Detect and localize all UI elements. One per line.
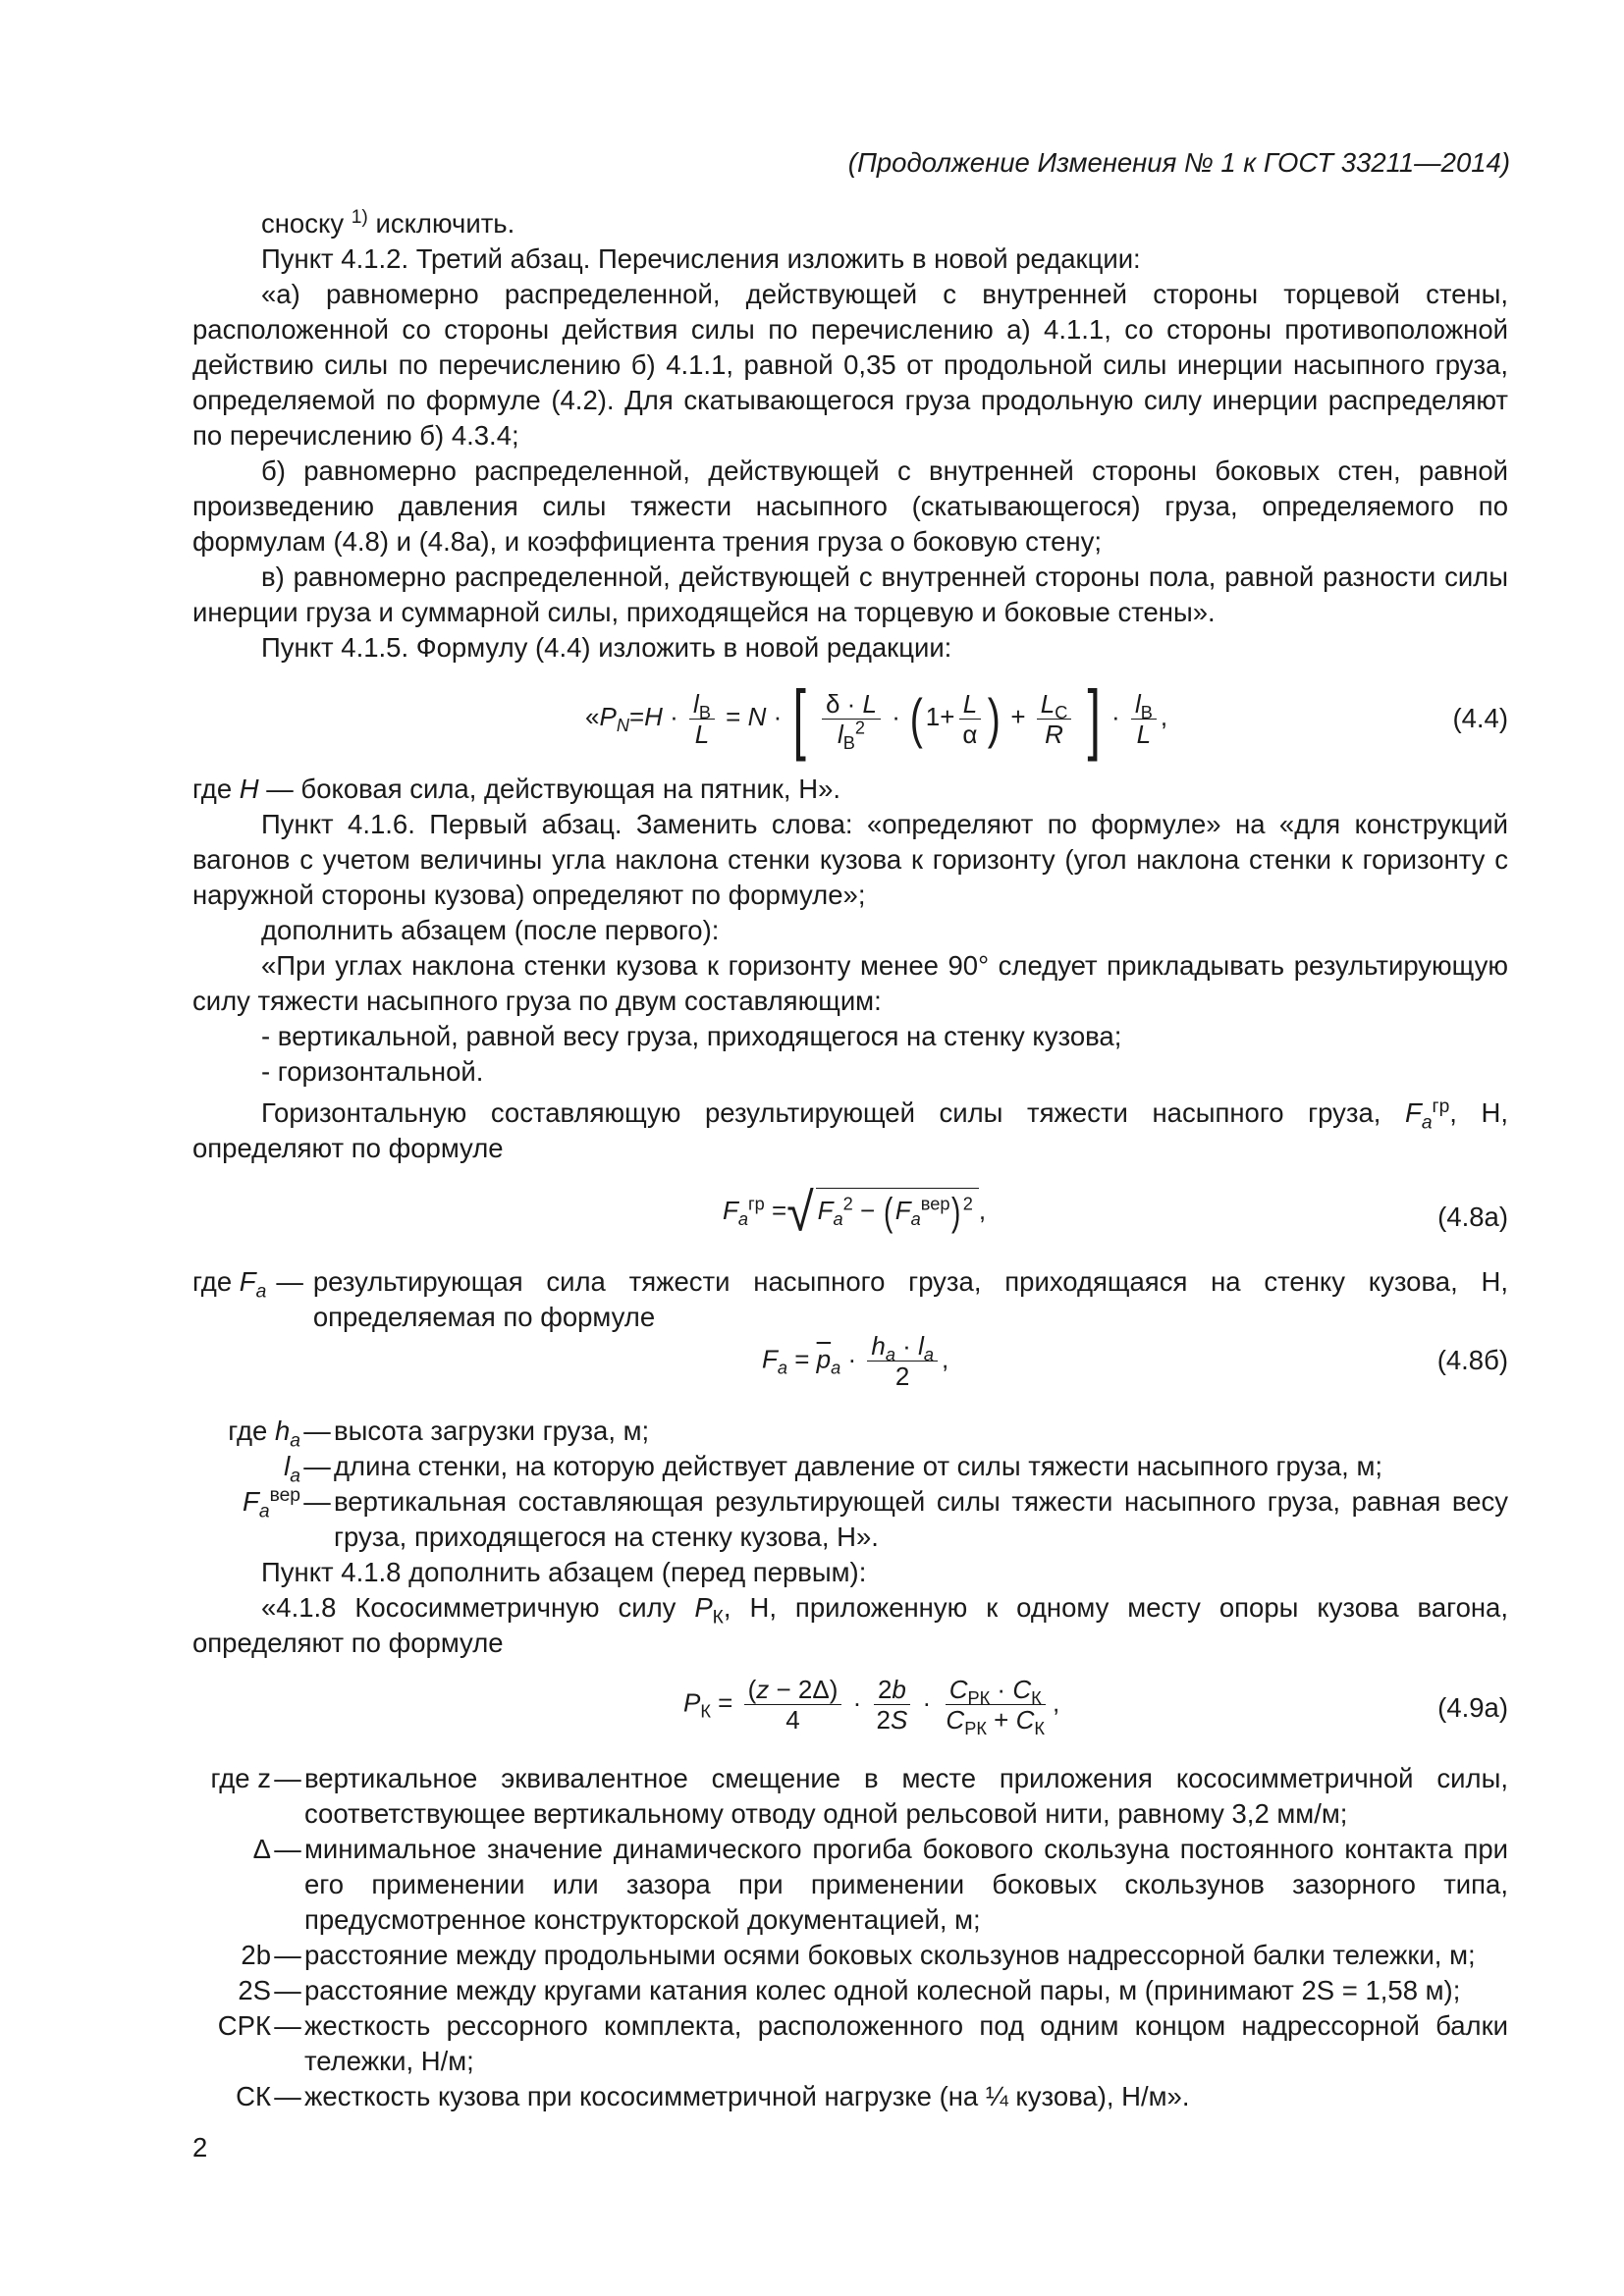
where-symbol: CРК xyxy=(217,2010,271,2041)
equation-number: (4.4) xyxy=(1452,703,1508,733)
paragraph: в) равномерно распределенной, действующей с внутренней стороны пола, равной разности силы инерции груза и суммарной силы, приходящейся на торцевую и боковые стены». xyxy=(192,561,1508,627)
paragraph: дополнить абзацем (после первого): xyxy=(261,915,720,945)
where-description: расстояние между продольными осями боковых скользунов надрессорной балки тележки, м; xyxy=(304,1940,1476,1970)
where-symbol: 2b xyxy=(241,1940,271,1970)
paragraph: «4.1.8 Кососимметричную силу $P_К$, Н, приложенную к одному месту опоры кузова вагона, определяют по формуле xyxy=(192,1592,1508,1658)
paragraph: - вертикальной, равной весу груза, приходящегося на стенку кузова; xyxy=(261,1021,1122,1051)
paragraph: Пункт 4.1.8 дополнить абзацем (перед первым): xyxy=(261,1557,867,1587)
formula-4-9a-expression: $P_К$ = $\frac{(z - 2\Delta)}{4}$ · $\frac{2b}{2S}$ · $\frac{C_{РК} \cdot C_К}{C_{РК} + C_К}$ , xyxy=(683,1675,1060,1739)
equation-number: (4.9а) xyxy=(1437,1692,1508,1723)
formula-4-4 xyxy=(192,673,1508,764)
where-description: высота загрузки груза, м; xyxy=(334,1415,650,1446)
page-header: (Продолжение Изменения № 1 к ГОСТ 33211—2014) xyxy=(847,147,1510,178)
where-clause: где $F_a$ — результирующая сила тяжести насыпного груза, приходящаяся на стенку кузова, Н, определяемая по формуле xyxy=(192,1264,1508,1335)
where-symbol: где z xyxy=(210,1763,271,1793)
where-symbol: $F_a^{вер}$ xyxy=(243,1484,300,1522)
equation-number: (4.8а) xyxy=(1437,1201,1508,1232)
formula-4-8b xyxy=(192,1329,1508,1406)
where-description: вертикальное эквивалентное смещение в месте приложения кососимметричной силы, соответствующее вертикальному отводу одной рельсовой нити, равному 3,2 мм/м; xyxy=(304,1763,1508,1829)
formula-4-8a xyxy=(192,1174,1508,1256)
paragraph: Пункт 4.1.5. Формулу (4.4) изложить в новой редакции: xyxy=(261,632,952,663)
where-symbol: где $h_a$ xyxy=(228,1415,300,1452)
where-symbol: Δ xyxy=(252,1834,271,1864)
where-symbol: 2S xyxy=(238,1975,271,2005)
where-list: где $h_a$ — высота загрузки груза, м; $l_a$ — длина стенки, на которую действует давление от силы тяжести насыпного груза, м; $F_a^{вер}$ — вертикальная составляющая результирующей силы тяжести насыпного груза, равная весу груза, приходящегося на стенку кузова, Н». xyxy=(192,1414,1508,1555)
formula-4-4-expression: «$P_N=H$ · $\frac{l_В}{L}$ = N · [ $\frac{\delta \cdot L}{l_В^2}$ · ( 1+ $\frac{L}{\alpha}$ ) + $\frac{L_C}{R}$ ] · $\frac{l_В}{L}$ , xyxy=(585,674,1168,762)
paragraph: б) равномерно распределенной, действующей с внутренней стороны боковых стен, равной произведению давления силы тяжести насыпного (скатывающегося) груза, определяемого по формулам (4.8) и (4.8а), и коэффициента трения груза о боковую стену; xyxy=(192,455,1508,557)
where-symbol: $l_a$ xyxy=(284,1451,300,1487)
paragraph: - горизонтальной. xyxy=(261,1056,484,1087)
where-description: длина стенки, на которую действует давление от силы тяжести насыпного груза, м; xyxy=(334,1451,1382,1481)
paragraph: Пункт 4.1.2. Третий абзац. Перечисления изложить в новой редакции: xyxy=(261,243,1141,274)
where-description: жесткость кузова при кососимметричной нагрузке (на ¼ кузова), Н/м». xyxy=(304,2081,1190,2111)
formula-4-8b-expression: $F_a = \overline{p}_a$ · $\frac{h_a \cdot l_a}{2}$ , xyxy=(762,1331,949,1391)
paragraph: сноску $^{1)}$ исключить. xyxy=(261,206,515,239)
page-number: 2 xyxy=(192,2132,208,2163)
where-description: результирующая сила тяжести насыпного груза, приходящаяся на стенку кузова, Н, определяемая по формуле xyxy=(312,1266,1508,1332)
equation-number: (4.8б) xyxy=(1436,1345,1508,1375)
where-description: вертикальная составляющая результирующей силы тяжести насыпного груза, равная весу груза, приходящегося на стенку кузова, Н». xyxy=(334,1486,1508,1552)
paragraph: где H — боковая сила, действующая на пятник, Н». xyxy=(192,774,841,804)
where-description: расстояние между кругами катания колес одной колесной пары, м (принимают 2S = 1,58 м); xyxy=(304,1975,1461,2005)
document-body xyxy=(192,206,1508,2114)
where-list: где z — вертикальное эквивалентное смещение в месте приложения кососимметричной силы, соответствующее вертикальному отводу одной рельсовой нити, равному 3,2 мм/м; Δ — минимальное значение динамического прогиба бокового скользуна постоянного контакта при его применении или зазора при применении боковых скользунов зазорного типа, предусмотренное конструкторской документацией, м; 2b — расстояние между продольными осями боковых скользунов надрессорной балки тележки, м; 2S — расстояние между кругами катания колес одной колесной пары, м (принимают 2S = 1,58 м); CРК — жесткость рессорного комплекта, расположенного под одним концом надрессорной балки тележки, Н/м; CК — жесткость кузова при кососимметричной нагрузке (на ¼ кузова), Н/м». xyxy=(192,1761,1508,2114)
where-symbol: где $F_a$ xyxy=(192,1266,267,1303)
formula-4-8a-expression: $F_a^{гр}$ =√ $F_a^2 - (F_a^{вер})$ $^2$ , xyxy=(723,1182,987,1243)
where-description: жесткость рессорного комплекта, расположенного под одним концом надрессорной балки тележки, Н/м; xyxy=(304,2010,1508,2076)
paragraph: «а) равномерно распределенной, действующей с внутренней стороны торцевой стены, расположенной со стороны действия силы по перечислению а) 4.1.1, со стороны противоположной действию силы по перечислению б) 4.1.1, равной 0,35 от продольной силы инерции насыпного груза, определяемой по формуле (4.2). Для скатывающегося груза продольную силу инерции распределяют по перечислению б) 4.3.4; xyxy=(192,279,1508,451)
paragraph: «При углах наклона стенки кузова к горизонту менее 90° следует прикладывать результирующую силу тяжести насыпного груза по двум составляющим: xyxy=(192,950,1508,1016)
paragraph: Пункт 4.1.6. Первый абзац. Заменить слова: «определяют по формуле» на «для конструкций вагонов с учетом величины угла наклона стенки кузова к горизонту (угол наклона стенки к горизонту с наружной стороны кузова) определяют по формуле»; xyxy=(192,809,1508,910)
where-description: минимальное значение динамического прогиба бокового скользуна постоянного контакта при его применении или зазора при применении боковых скользунов зазорного типа, предусмотренное конструкторской документацией, м; xyxy=(304,1834,1508,1935)
formula-4-9a xyxy=(192,1669,1508,1753)
where-symbol: CК xyxy=(236,2081,271,2111)
paragraph: Горизонтальную составляющую результирующей силы тяжести насыпного груза, $F_a^{гр}$, Н, определяют по формуле xyxy=(192,1095,1508,1163)
